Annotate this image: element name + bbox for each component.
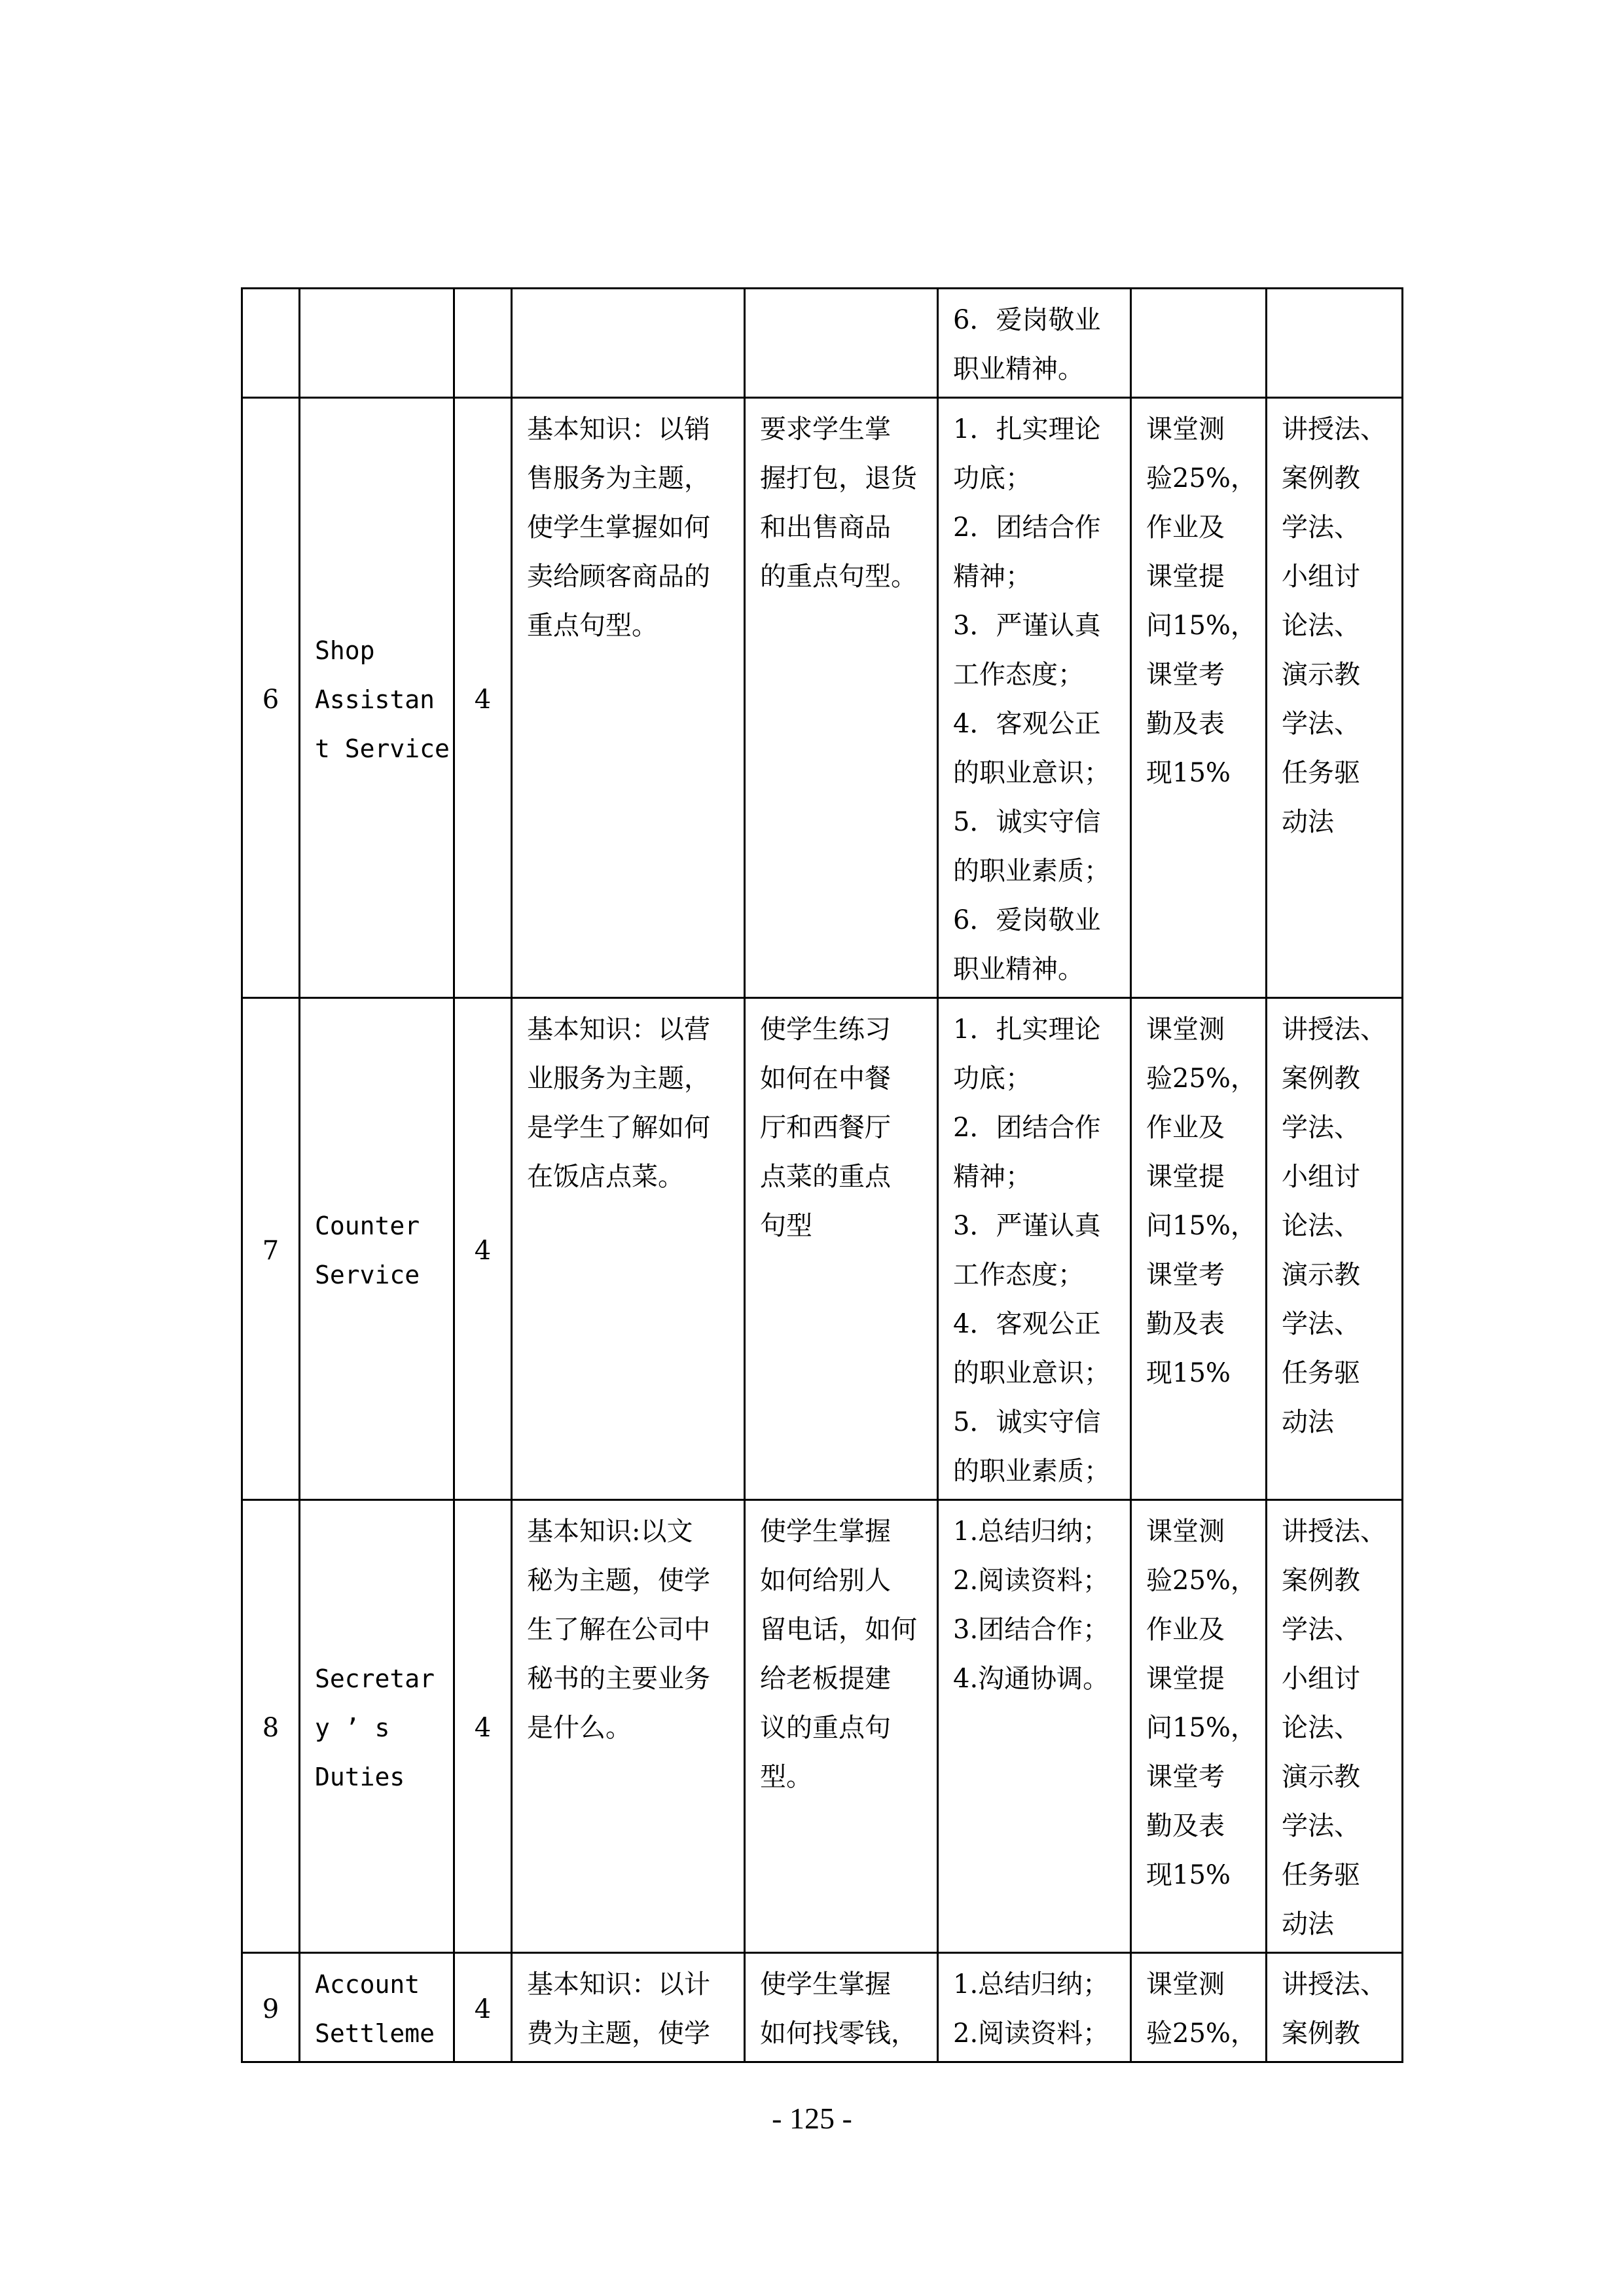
cell-requirement [745,1953,938,2062]
cell-line: t Service [315,734,450,763]
cell-number: 8 [242,1500,300,1953]
curriculum-table [241,287,1403,2063]
cell-line: 现15% [1146,1358,1231,1388]
cell-line: 秘为主题，使学 [527,1566,710,1596]
cell-line: 勤及表 [1146,1309,1225,1339]
table-row [242,289,1403,398]
cell-line: 小组讨 [1282,1664,1360,1694]
cell-line: 案例教 [1282,1064,1360,1094]
cell-line: 论法、 [1282,611,1360,641]
page-number: - 125 - [772,2102,852,2135]
cell-line: Assistan [315,685,435,714]
cell-line: 问15%， [1146,1713,1257,1743]
cell-requirement [745,398,938,998]
cell-line: 的职业素质； [953,1456,1110,1486]
cell-line: 作业及 [1146,512,1225,543]
cell-hours: 4 [454,398,512,998]
table-body [242,289,1403,2062]
cell-course-title [300,289,454,398]
cell-requirement [745,289,938,398]
table-row [242,1500,1403,1953]
cell-quality-goals [938,289,1131,398]
cell-line: 使学生掌握 [760,1516,891,1547]
cell-line: 课堂测 [1146,1969,1225,2000]
cell-line: Duties [315,1763,405,1791]
cell-quality-goals [938,1500,1131,1953]
cell-line: Shop [315,636,375,665]
cell-line: 2．团结合作 [953,512,1101,543]
cell-line: 功底； [953,463,1032,493]
cell-requirement [745,1500,938,1953]
cell-line: 基本知识：以销 [527,414,710,444]
cell-course-title [300,1500,454,1953]
cell-line: 演示教 [1282,660,1360,690]
cell-hours: 4 [454,1500,512,1953]
cell-assessment [1131,1953,1267,2062]
cell-line: y ’ s [315,1713,390,1742]
cell-hours [454,289,512,398]
cell-assessment [1131,998,1267,1500]
cell-line: 学法、 [1282,1113,1360,1143]
cell-line: 案例教 [1282,463,1360,493]
cell-line: Counter [315,1211,420,1240]
cell-line: 验25%， [1146,1566,1257,1596]
cell-line: 案例教 [1282,1566,1360,1596]
cell-teaching-methods [1267,1953,1403,2062]
cell-number [242,289,300,398]
cell-requirement [745,998,938,1500]
cell-assessment [1131,1500,1267,1953]
cell-teaching-methods [1267,998,1403,1500]
cell-line: 勤及表 [1146,1811,1225,1841]
cell-line: 小组讨 [1282,562,1360,592]
cell-line: 如何找零钱， [760,2018,917,2049]
cell-line: 2．团结合作 [953,1113,1101,1143]
cell-line: 演示教 [1282,1762,1360,1792]
cell-line: 职业精神。 [953,954,1084,984]
cell-knowledge [512,398,745,998]
cell-line: 售服务为主题， [527,463,710,493]
cell-knowledge [512,289,745,398]
cell-line: 验25%， [1146,1064,1257,1094]
cell-line: 课堂提 [1146,1664,1225,1694]
cell-line: 和出售商品 [760,512,891,543]
cell-line: 基本知识：以营 [527,1014,710,1045]
cell-line: 任务驱 [1282,758,1360,788]
cell-quality-goals [938,998,1131,1500]
cell-line: 小组讨 [1282,1162,1360,1192]
cell-line: 讲授法、 [1282,1014,1386,1045]
cell-line: 学法、 [1282,1309,1360,1339]
cell-number: 6 [242,398,300,998]
cell-line: 学法、 [1282,1615,1360,1645]
cell-line: 点菜的重点 [760,1162,891,1192]
cell-hours: 4 [454,1953,512,2062]
cell-line: 6．爱岗敬业 [953,905,1101,935]
cell-course-title [300,998,454,1500]
cell-line: 问15%， [1146,611,1257,641]
cell-teaching-methods [1267,1500,1403,1953]
cell-line: 讲授法、 [1282,1969,1386,2000]
cell-line: 课堂测 [1146,1516,1225,1547]
cell-line: 在饭店点菜。 [527,1162,684,1192]
cell-line: 3．严谨认真 [953,1211,1101,1241]
cell-line: 动法 [1282,1407,1334,1437]
cell-line: 重点句型。 [527,611,658,641]
cell-line: 课堂提 [1146,562,1225,592]
cell-line: 给老板提建 [760,1664,891,1694]
cell-line: 1．扎实理论 [953,1014,1101,1045]
cell-teaching-methods [1267,289,1403,398]
cell-course-title [300,398,454,998]
cell-line: 课堂测 [1146,414,1225,444]
cell-line: 2.阅读资料； [953,1566,1110,1596]
cell-line: 6．爱岗敬业 [953,305,1101,335]
cell-line: 学法、 [1282,709,1360,739]
cell-line: Service [315,1261,420,1289]
cell-line: 句型 [760,1211,812,1241]
cell-line: 课堂测 [1146,1014,1225,1045]
cell-line: 1.总结归纳； [953,1516,1110,1547]
cell-line: 业服务为主题， [527,1064,710,1094]
cell-line: 使学生掌握如何 [527,512,710,543]
cell-line: 讲授法、 [1282,1516,1386,1547]
cell-line: 现15% [1146,758,1231,788]
cell-line: Settleme [315,2019,435,2048]
cell-line: 验25%， [1146,463,1257,493]
cell-line: 4．客观公正 [953,709,1101,739]
cell-line: 基本知识：以计 [527,1969,710,2000]
cell-line: Account [315,1970,420,1999]
cell-line: 职业精神。 [953,354,1084,384]
cell-knowledge [512,998,745,1500]
cell-line: 4．客观公正 [953,1309,1101,1339]
cell-line: 现15% [1146,1860,1231,1890]
cell-quality-goals [938,398,1131,998]
cell-line: 论法、 [1282,1211,1360,1241]
cell-line: 工作态度； [953,660,1084,690]
cell-line: 精神； [953,562,1032,592]
cell-line: 型。 [760,1762,812,1792]
cell-line: 课堂考 [1146,1762,1225,1792]
table-row [242,398,1403,998]
cell-course-title [300,1953,454,2062]
cell-line: 如何在中餐 [760,1064,891,1094]
cell-line: 3．严谨认真 [953,611,1101,641]
cell-line: 要求学生掌 [760,414,891,444]
cell-line: 精神； [953,1162,1032,1192]
cell-line: 讲授法、 [1282,414,1386,444]
cell-line: 作业及 [1146,1113,1225,1143]
cell-line: 厅和西餐厅 [760,1113,891,1143]
cell-line: 案例教 [1282,2018,1360,2049]
cell-line: 3.团结合作； [953,1615,1110,1645]
cell-line: 演示教 [1282,1260,1360,1290]
cell-line: 任务驱 [1282,1860,1360,1890]
cell-line: 生了解在公司中 [527,1615,710,1645]
cell-line: 费为主题，使学 [527,2018,710,2049]
cell-line: 的职业意识； [953,1358,1110,1388]
cell-line: 课堂考 [1146,660,1225,690]
cell-line: 的职业意识； [953,758,1110,788]
cell-line: 基本知识:以文 [527,1516,693,1547]
cell-line: 5．诚实守信 [953,807,1101,837]
cell-hours: 4 [454,998,512,1500]
cell-knowledge [512,1500,745,1953]
cell-line: 握打包，退货 [760,463,917,493]
table-row [242,998,1403,1500]
cell-line: 卖给顾客商品的 [527,562,710,592]
cell-line: 工作态度； [953,1260,1084,1290]
cell-line: 作业及 [1146,1615,1225,1645]
cell-line: 课堂提 [1146,1162,1225,1192]
cell-line: 议的重点句 [760,1713,891,1743]
cell-line: 秘书的主要业务 [527,1664,710,1694]
cell-line: 的重点句型。 [760,562,917,592]
cell-line: 功底； [953,1064,1032,1094]
cell-line: 使学生掌握 [760,1969,891,2000]
cell-line: 1．扎实理论 [953,414,1101,444]
cell-line: 课堂考 [1146,1260,1225,1290]
table-row [242,1953,1403,2062]
cell-line: 学法、 [1282,512,1360,543]
cell-line: 的职业素质； [953,856,1110,886]
cell-line: 如何给别人 [760,1566,891,1596]
cell-line: 动法 [1282,807,1334,837]
cell-line: 问15%， [1146,1211,1257,1241]
cell-line: 留电话，如何 [760,1615,917,1645]
cell-line: 任务驱 [1282,1358,1360,1388]
cell-line: Secretar [315,1664,435,1693]
cell-line: 是学生了解如何 [527,1113,710,1143]
cell-teaching-methods [1267,398,1403,998]
cell-line: 论法、 [1282,1713,1360,1743]
cell-line: 勤及表 [1146,709,1225,739]
cell-line: 5．诚实守信 [953,1407,1101,1437]
cell-knowledge [512,1953,745,2062]
cell-line: 是什么。 [527,1713,632,1743]
cell-line: 2.阅读资料； [953,2018,1110,2049]
cell-number: 7 [242,998,300,1500]
cell-line: 学法、 [1282,1811,1360,1841]
cell-line: 使学生练习 [760,1014,891,1045]
cell-assessment [1131,398,1267,998]
cell-quality-goals [938,1953,1131,2062]
cell-assessment [1131,289,1267,398]
cell-line: 4.沟通协调。 [953,1664,1110,1694]
cell-line: 动法 [1282,1909,1334,1939]
cell-line: 验25%， [1146,2018,1257,2049]
cell-line: 1.总结归纳； [953,1969,1110,2000]
cell-number: 9 [242,1953,300,2062]
